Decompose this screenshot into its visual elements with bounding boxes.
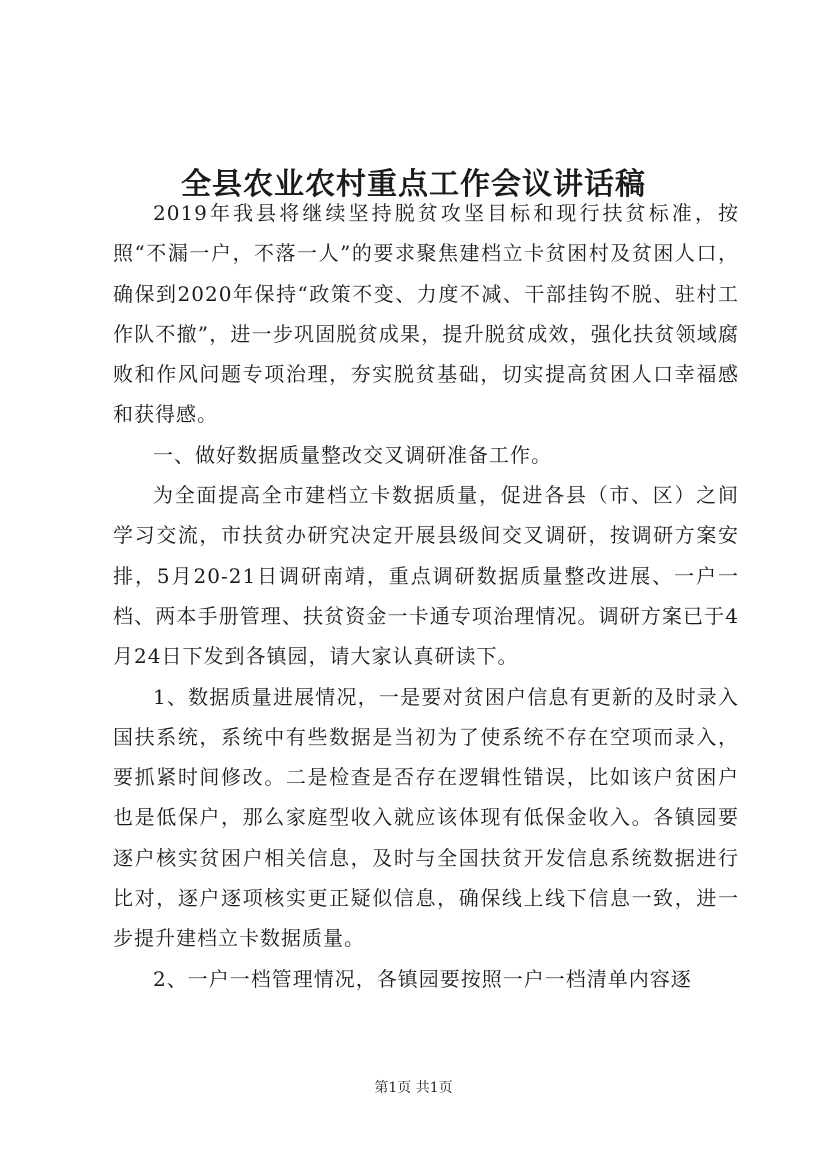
- paragraph-household-files: 2、一户一档管理情况，各镇园要按照一户一档清单内容逐: [153, 966, 692, 991]
- paragraph-research-plan: 为全面提高全市建档立卡数据质量，促进各县（市、区）之间学习交流，市扶贫办研究决定开展县级间交叉调研，按调研方案安排，5月20-21日调研南靖，重点调研数据质量整改进展、一户一档、两本手册管理、扶贫资金一卡通专项治理情况。调研方案已于4月24日下发到各镇园，请大家认真研读下。: [113, 483, 739, 669]
- paragraph-data-quality: 1、数据质量进展情况，一是要对贫困户信息有更新的及时录入国扶系统，系统中有些数据是当初为了使系统不存在空项而录入，要抓紧时间修改。二是检查是否存在逻辑性错误，比如该户贫困户也是低保户，那么家庭型收入就应该体现有低保金收入。各镇园要逐户核实贫困户相关信息，及时与全国扶贫开发信息系统数据进行比对，逐户逐项核实更正疑似信息，确保线上线下信息一致，进一步提升建档立卡数据质量。: [113, 684, 739, 951]
- document-body: [113, 193, 739, 999]
- document-title: 全县农业农村重点工作会议讲话稿: [181, 167, 646, 203]
- page-footer: 第1页 共1页: [374, 1080, 453, 1096]
- section-heading-1: 一、做好数据质量整改交叉调研准备工作。: [153, 442, 552, 467]
- paragraph-intro: 2019年我县将继续坚持脱贫攻坚目标和现行扶贫标准，按照“不漏一户，不落一人”的要求聚焦建档立卡贫困村及贫困人口，确保到2020年保持“政策不变、力度不减、干部挂钩不脱、驻村工作队不撤”，进一步巩固脱贫成果，提升脱贫成效，强化扶贫领域腐败和作风问题专项治理，夯实脱贫基础，切实提高贫困人口幸福感和获得感。: [113, 201, 739, 427]
